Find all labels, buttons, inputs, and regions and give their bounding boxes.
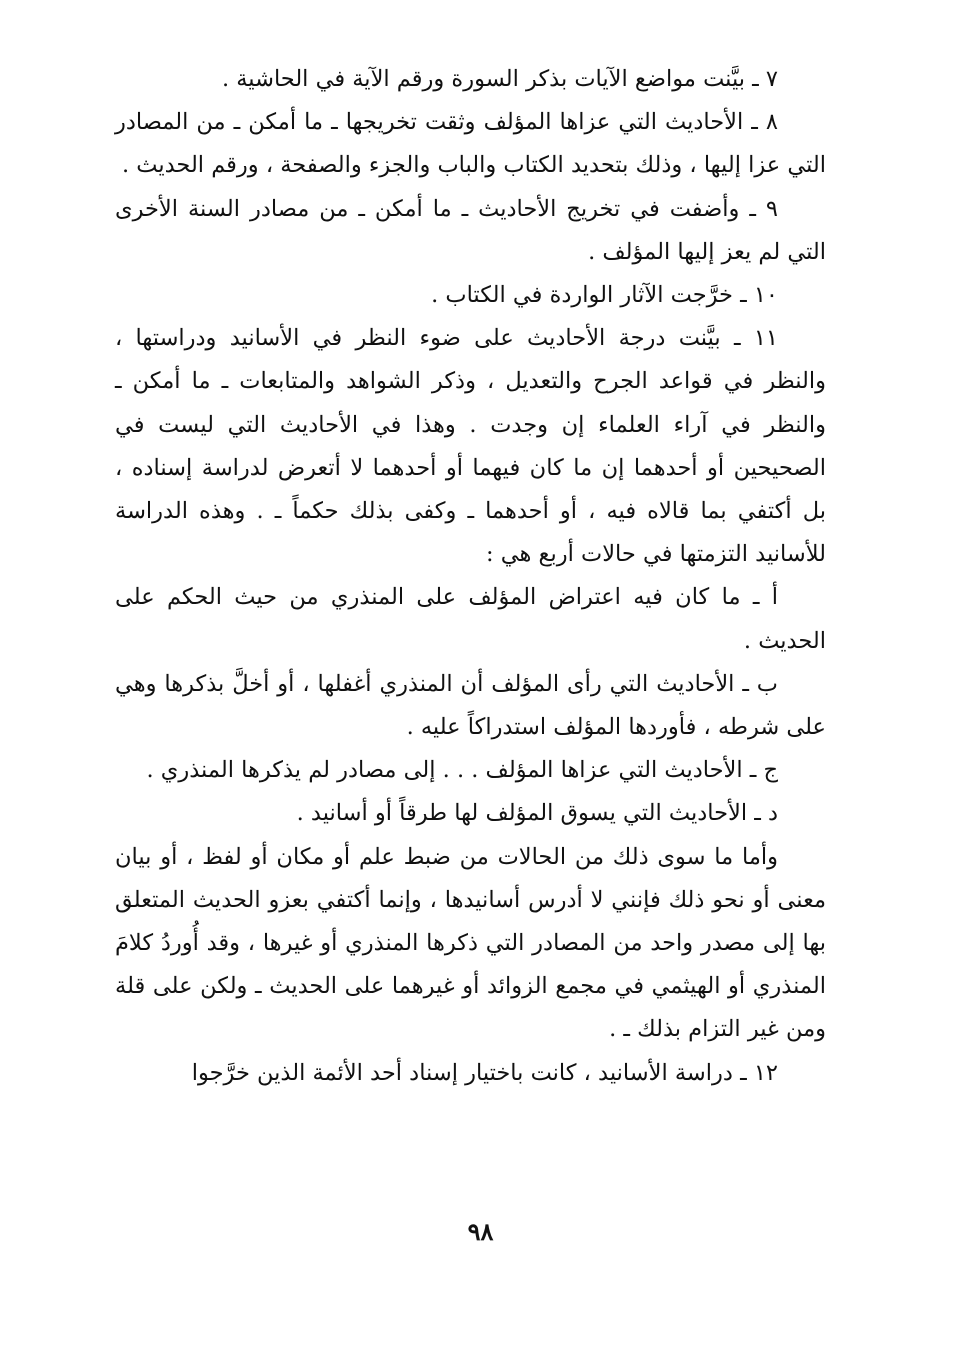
paragraph-case-d: د ـ الأحاديث التي يسوق المؤلف لها طرقاً أو أسانيد . xyxy=(296,800,778,827)
paragraph-item-12: ١٢ ـ دراسة الأسانيد ، كانت باختيار إسناد أحد الأئمة الذين خرَّجوا xyxy=(191,1059,778,1086)
paragraph-item-11: ١١ ـ بيَّنت درجة الأحاديث على ضوء النظر في الأسانيد ودراستها ، والنظر في قواعد الجرح والتعديل ، وذكر الشواهد والمتابعات ـ ما أمكن ـ والنظر في آراء العلماء إن وجدت . وهذا في الأحاديث التي ليست في الصحيحين أو أحدهما إن ما كان فيهما أو أحدهما لا أتعرض لدراسة إسناده ، بل أكتفي بما قالاه فيه ، أو أحدهما ـ وكفى بذلك حكماً ـ . وهذه الدراسة للأسانيد التزمتها في حالات أربع هي : xyxy=(115,325,826,568)
paragraph-item-10: ١٠ ـ خرَّجت الآثار الواردة في الكتاب . xyxy=(431,282,778,309)
paragraph-case-c: ج ـ الأحاديث التي عزاها المؤلف . . . إلى مصادر لم يذكرها المنذري . xyxy=(146,757,778,784)
paragraph-case-b: ب ـ الأحاديث التي رأى المؤلف أن المنذري أغفلها ، أو أخلَّ بذكرها وهي على شرطه ، فأوردها المؤلف استدراكاً عليه . xyxy=(115,670,826,741)
paragraph-case-a: أ ـ ما كان فيه اعتراض المؤلف على المنذري من حيث الحكم على الحديث . xyxy=(115,584,826,654)
page-number: ٩٨ xyxy=(467,1217,494,1246)
paragraph-other-cases: وأما ما سوى ذلك من الحالات من ضبط علم أو مكان أو لفظ ، أو بيان معنى أو نحو ذلك فإنني لا أدرس أسانيدها ، وإنما أكتفي بعزو الحديث المتعلق بها إلى مصدر واحد من المصادر التي ذكرها المنذري أو غيرها ، وقد أُوردُ كلامَ المنذري أو الهيثمي في مجمع الزوائد أو غيرهما على الحديث ـ ولكن على قلة ومن غير التزام بذلك ـ . xyxy=(115,843,826,1043)
paragraph-item-7: ٧ ـ بيَّنت مواضع الآيات بذكر السورة ورقم الآية في الحاشية . xyxy=(221,66,778,92)
body-text xyxy=(115,58,826,1095)
paragraph-item-9: ٩ ـ وأضفت في تخريج الأحاديث ـ ما أمكن ـ من مصادر السنة الأخرى التي لم يعز إليها المؤلف . xyxy=(115,195,826,265)
paragraph-item-8: ٨ ـ الأحاديث التي عزاها المؤلف وثقت تخريجها ـ ما أمكن ـ من المصادر التي عزا إليها ، وذلك بتحديد الكتاب والباب والجزء والصفحة ، ورقم الحديث . xyxy=(115,109,826,179)
